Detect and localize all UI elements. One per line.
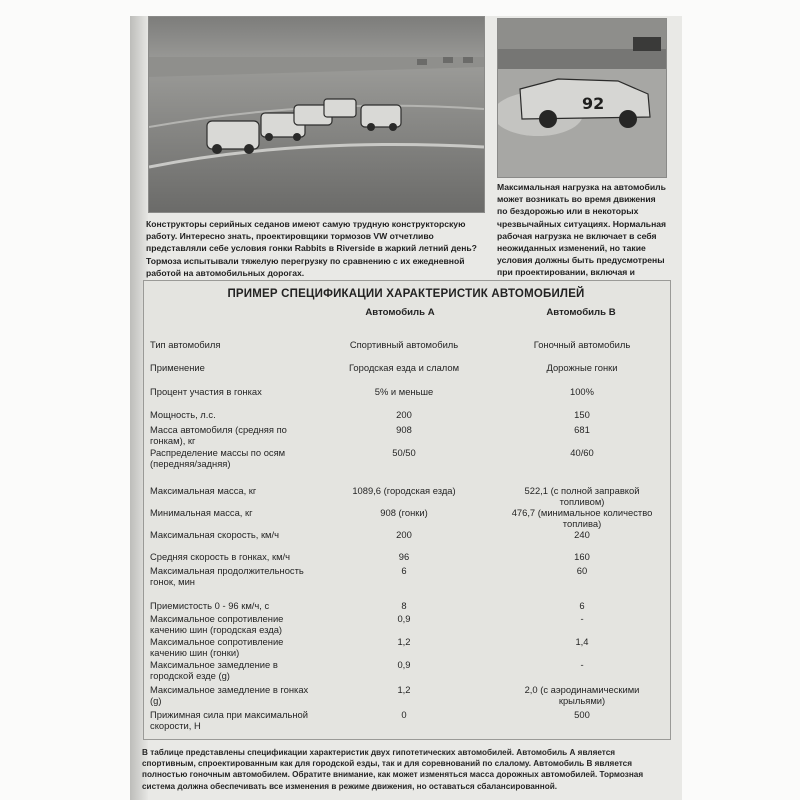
spec-row-label: Мощность, л.с. [150,409,216,420]
table-footnote [142,747,670,792]
spec-value-car-a: 6 [401,565,407,576]
race-photo-offroad [497,18,667,178]
spec-value-car-b: 500 [574,709,590,720]
spec-table-title: ПРИМЕР СПЕЦИФИКАЦИИ ХАРАКТЕРИСТИК АВТОМОБИЛЕЙ [227,288,585,300]
footnote-text: В таблице представлены спецификации характеристик двух гипотетических автомобилей. Автомобиль А является спортивным, спроектированным как для городской езды, так и для соревнований по слалому. Автомобиль В является полностью гоночным автомобилем. Обратите внимание, как может изменяться масса дорожных автомобилей. Тормозная система должна обеспечивать все изменения в режиме движения, но оставаться сбалансированной. [142,748,644,791]
spec-row-label: Максимальная продолжительность гонок, мин [150,565,304,587]
spec-value-car-b: 1,4 [575,636,589,647]
spec-row-label: Масса автомобиля (средняя по гонкам), кг [150,424,287,446]
left-photo-caption [146,218,486,279]
spec-value-car-b: 150 [574,409,590,420]
right-caption-text: Максимальная нагрузка на автомобиль может возникать во время движения по бездорожью или в некоторых чрезвычайных ситуациях. Нормальная рабочая нагрузка не включает в себя неожиданных изменений, но такие условия должны быть предусмотрены при проектировании, включая и [497,182,667,278]
spec-row-label: Максимальная скорость, км/ч [150,529,279,540]
spec-value-car-b: 2,0 (с аэродинамическими крыльями) [524,684,640,706]
spec-row-label: Максимальное замедление в гонках (g) [150,684,309,706]
spec-value-car-a: 5% и меньше [374,386,434,397]
spec-value-car-b: 522,1 (с полной заправкой топливом) [524,485,640,507]
spec-row-label: Максимальное сопротивление качению шин (городская езда) [150,613,284,635]
spec-value-car-a: 908 (гонки) [380,507,428,518]
spec-value-car-a: 1,2 [397,684,411,695]
spec-row-label: Максимальное замедление в городской езде (g) [150,659,278,681]
spec-row-label: Процент участия в гонках [150,386,262,397]
race-photo-sedans [148,16,485,213]
spec-row-label: Максимальное сопротивление качению шин (гонки) [150,636,284,658]
left-caption-text: Конструкторы серийных седанов имеют самую трудную конструкторскую работу. Интересно знать, проектировщики тормозов VW отчетливо представляли себе условия гонки Rabbits в Riverside в жаркий летний день? Тормоза испытывали тяжелую перегрузку по сравнению с их ежедневной работой на автомобильных дорогах. [146,219,477,278]
spec-value-car-a: Городская езда и слалом [348,362,460,373]
spec-row-label: Средняя скорость в гонках, км/ч [150,551,291,562]
spec-value-car-a: 50/50 [392,447,416,458]
spec-row-label: Прижимная сила при максимальной скорости, Н [150,709,308,731]
spec-value-car-b: Гоночный автомобиль [533,339,631,350]
spec-value-car-b: 476,7 (минимальное количество топлива) [511,507,653,529]
spec-value-car-b: 60 [576,565,588,576]
spec-value-car-b: Дорожные гонки [546,362,618,373]
spec-value-car-b: - [580,613,584,624]
spec-value-car-a: 200 [396,529,412,540]
spec-value-car-a: Спортивный автомобиль [349,339,459,350]
spec-value-car-a: 200 [396,409,412,420]
spec-value-car-a: 0,9 [397,659,411,670]
right-photo-caption [497,181,667,291]
spec-value-car-b: 40/60 [570,447,594,458]
spec-value-car-b: 240 [574,529,590,540]
spec-value-car-b: 100% [570,386,594,397]
column-header-car-b: Автомобиль В [546,307,616,318]
offroad-photo-illustration [498,19,666,177]
spec-row-label: Тип автомобиля [150,339,221,350]
spec-value-car-a: 1,2 [397,636,411,647]
column-header-car-a: Автомобиль А [365,307,435,318]
spec-value-car-b: 6 [579,600,585,611]
spec-value-car-a: 96 [398,551,410,562]
spec-value-car-a: 0 [401,709,407,720]
race-photo-illustration [149,17,484,212]
spec-row-label: Максимальная масса, кг [150,485,257,496]
spec-row-label: Минимальная масса, кг [150,507,253,518]
spec-row-label: Распределение массы по осям (передняя/задняя) [150,447,286,469]
spec-value-car-b: 160 [574,551,590,562]
spec-value-car-b: - [580,659,584,670]
spec-value-car-a: 908 [396,424,412,435]
spec-row-label: Применение [150,362,205,373]
spec-value-car-a: 1089,6 (городская езда) [352,485,456,496]
spec-value-car-a: 8 [401,600,407,611]
spec-value-car-a: 0,9 [397,613,411,624]
spec-value-car-b: 681 [574,424,590,435]
spec-row-label: Приемистость 0 - 96 км/ч, с [150,600,270,611]
car-number-label: 92 [582,94,605,113]
